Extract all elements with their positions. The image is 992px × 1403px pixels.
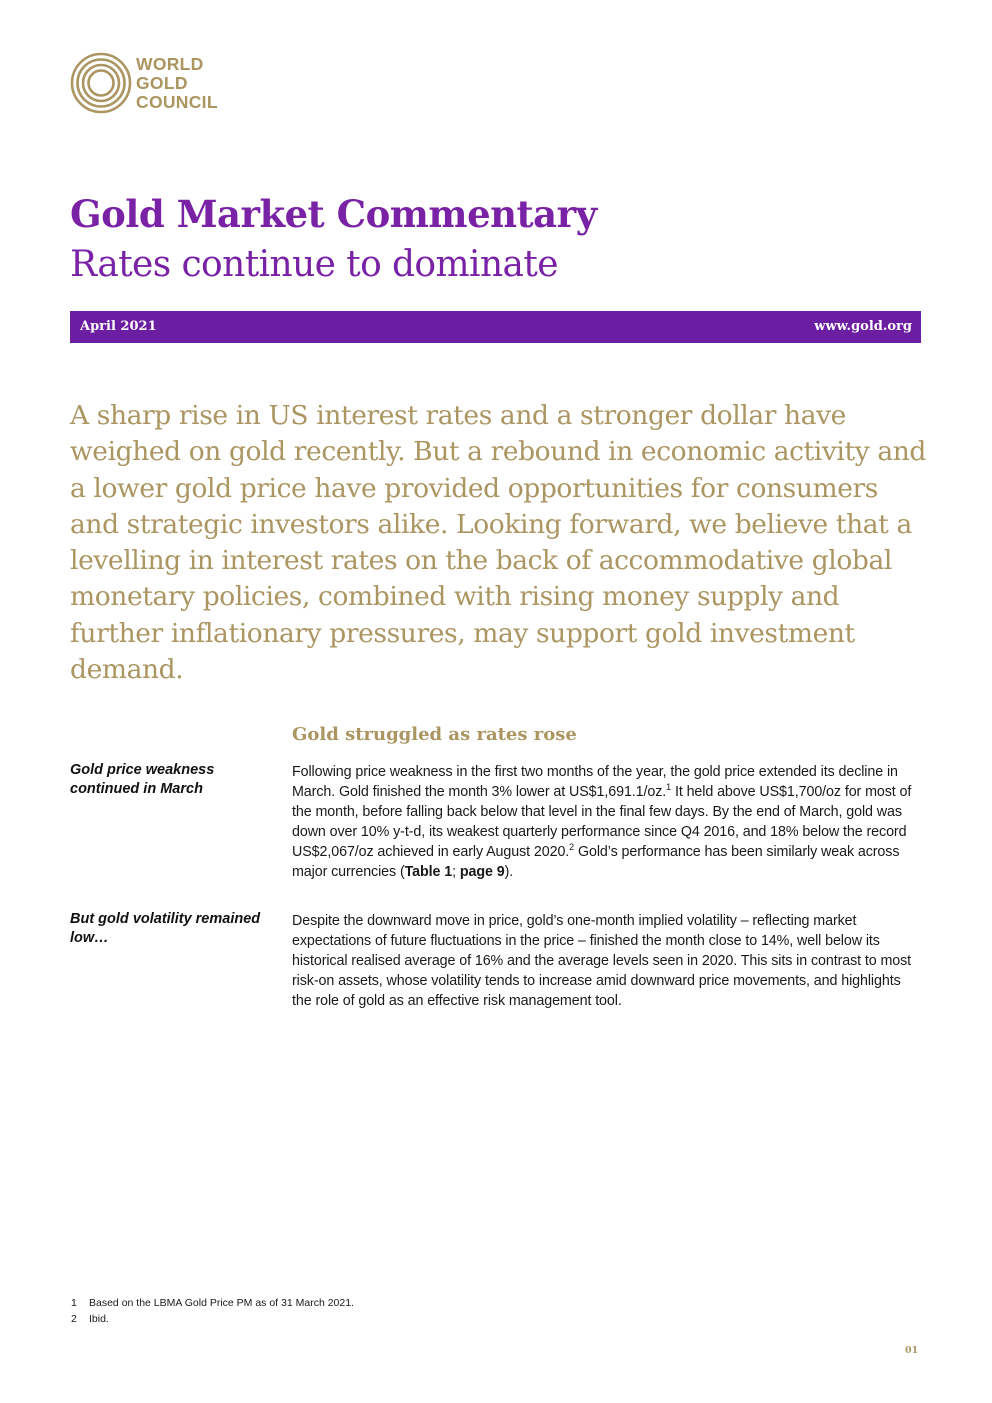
footnote-text: Based on the LBMA Gold Price PM as of 31 March 2021.	[89, 1297, 354, 1309]
website-link[interactable]: www.gold.org	[814, 319, 912, 334]
paragraph-text: ).	[504, 864, 514, 880]
footnote-2	[71, 1311, 354, 1327]
page-title: Gold Market Commentary	[70, 192, 597, 236]
logo-line-2: GOLD	[136, 73, 188, 93]
sidenote-volatility: But gold volatility remained low…	[70, 911, 261, 946]
paragraph-text: ;	[452, 864, 460, 880]
world-gold-council-logo	[70, 52, 240, 116]
sidenote-price-weakness: Gold price weakness continued in March	[70, 762, 215, 797]
intro-summary: A sharp rise in US interest rates and a stronger dollar have weighed on gold recently. But a rebound in economic activity and a lower gold price have provided opportunities for consumers and strategic investors alike. Looking forward, we believe that a levelling in interest rates on the back of accommodative global monetary policies, combined with rising money supply and further inflationary pressures, may support gold investment demand.	[70, 400, 926, 686]
footnote-text: Ibid.	[89, 1313, 109, 1325]
paragraph-text: Gold’s performance has been similarly weak across major currencies (	[292, 844, 900, 880]
section-heading: Gold struggled as rates rose	[292, 724, 577, 745]
paragraph-text: It held above US$1,700/oz for most of the month, before falling back below that level in the final few days. By the end of March, gold was down over 10% y-t-d, its weakest quarterly performance since Q4 2016, and 18% below the record US$2,067/oz achieved in early August 2020.	[292, 784, 912, 860]
paragraph-volatility: Despite the downward move in price, gold’s one-month implied volatility – reflecting market expectations of future fluctuations in the price – finished the month close to 14%, well below its historical realised average of 16% and the average levels seen in 2020. This sits in contrast to most risk-on assets, whose volatility tends to increase amid downward price movements, and highlights the role of gold as an effective risk management tool.	[292, 913, 912, 1009]
logo-wordmark	[136, 55, 218, 112]
page-number: 01	[905, 1345, 919, 1356]
footnote-number: 2	[71, 1313, 77, 1325]
issue-date: April 2021	[80, 319, 157, 334]
concentric-circles-icon	[70, 52, 132, 114]
table-reference[interactable]: Table 1	[404, 864, 453, 880]
footnote-ref-1[interactable]: 1	[666, 782, 672, 793]
logo-line-1: WORLD	[136, 54, 204, 74]
date-banner	[70, 311, 921, 343]
page-reference[interactable]: page 9	[459, 864, 505, 880]
page-subtitle: Rates continue to dominate	[70, 244, 558, 285]
footnote-number: 1	[71, 1297, 77, 1309]
footnote-ref-2[interactable]: 2	[569, 842, 575, 853]
logo-line-3: COUNCIL	[136, 92, 218, 112]
footnote-1	[71, 1295, 354, 1311]
paragraph-text: Following price weakness in the first two months of the year, the gold price extended its decline in March. Gold finished the month 3% lower at US$1,691.1/oz.	[292, 764, 898, 800]
footnotes	[71, 1295, 354, 1327]
paragraph-price-weakness	[292, 762, 924, 882]
